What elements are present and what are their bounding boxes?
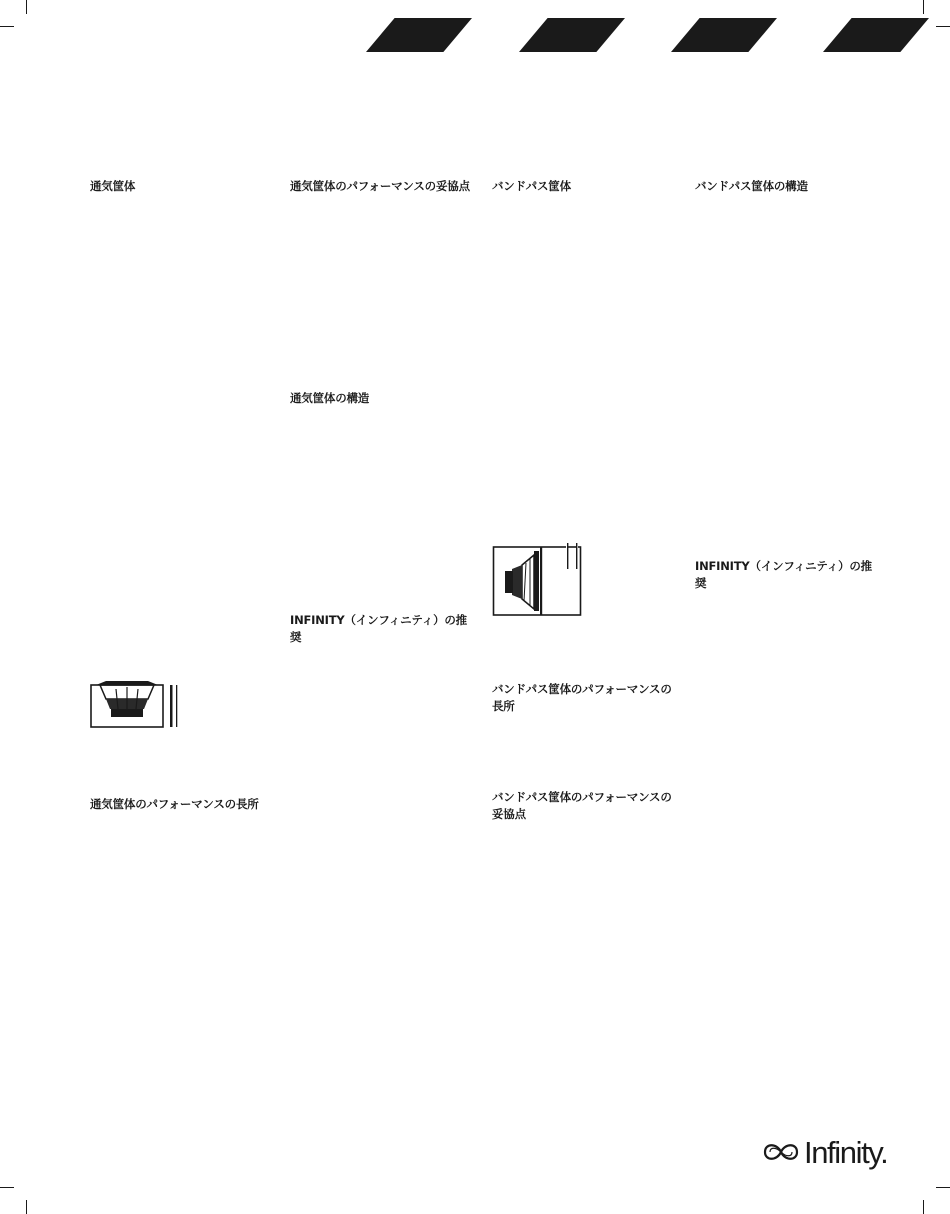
heading-vented-enclosure: 通気筐体 [90,179,136,193]
section-tab-4 [823,18,929,52]
crop-mark-top-left-v [26,0,27,14]
heading-vented-advantages: 通気筐体のパフォーマンスの長所 [90,797,259,811]
heading-bandpass-construction: バンドパス筐体の構造 [695,179,808,193]
crop-mark-top-left-h [0,26,14,27]
bandpass-enclosure-figure [492,543,584,623]
crop-mark-bottom-left-h [0,1187,14,1188]
crop-mark-bottom-left-v [26,1200,27,1214]
heading-bandpass-tradeoffs: バンドパス筐体のパフォーマンスの妥協点 [492,790,672,821]
crop-mark-top-right-h [936,26,950,27]
heading-bandpass-advantages: バンドパス筐体のパフォーマンスの長所 [492,682,672,713]
heading-vented-construction: 通気筐体の構造 [290,391,370,405]
heading-vented-tradeoffs: 通気筐体のパフォーマンスの妥協点 [290,179,470,193]
heading-bandpass-enclosure: バンドパス筐体 [492,179,571,193]
bandpass-enclosure-diagram-icon [492,543,584,619]
section-tab-3 [671,18,777,52]
crop-mark-bottom-right-v [923,1200,924,1214]
section-tab-2 [519,18,625,52]
vented-enclosure-figure [90,679,182,733]
heading-infinity-recommendation-2: INFINITY（インフィニティ）の推奨 [695,559,872,590]
infinity-logo-icon [762,1137,800,1167]
vented-enclosure-diagram-icon [90,679,182,729]
crop-mark-top-right-v [923,0,924,14]
infinity-wordmark: Infinity. [804,1134,888,1170]
crop-mark-bottom-right-h [936,1187,950,1188]
section-tab-1 [366,18,472,52]
infinity-logo [762,1132,887,1172]
heading-infinity-recommendation-1: INFINITY（インフィニティ）の推奨 [290,613,467,644]
